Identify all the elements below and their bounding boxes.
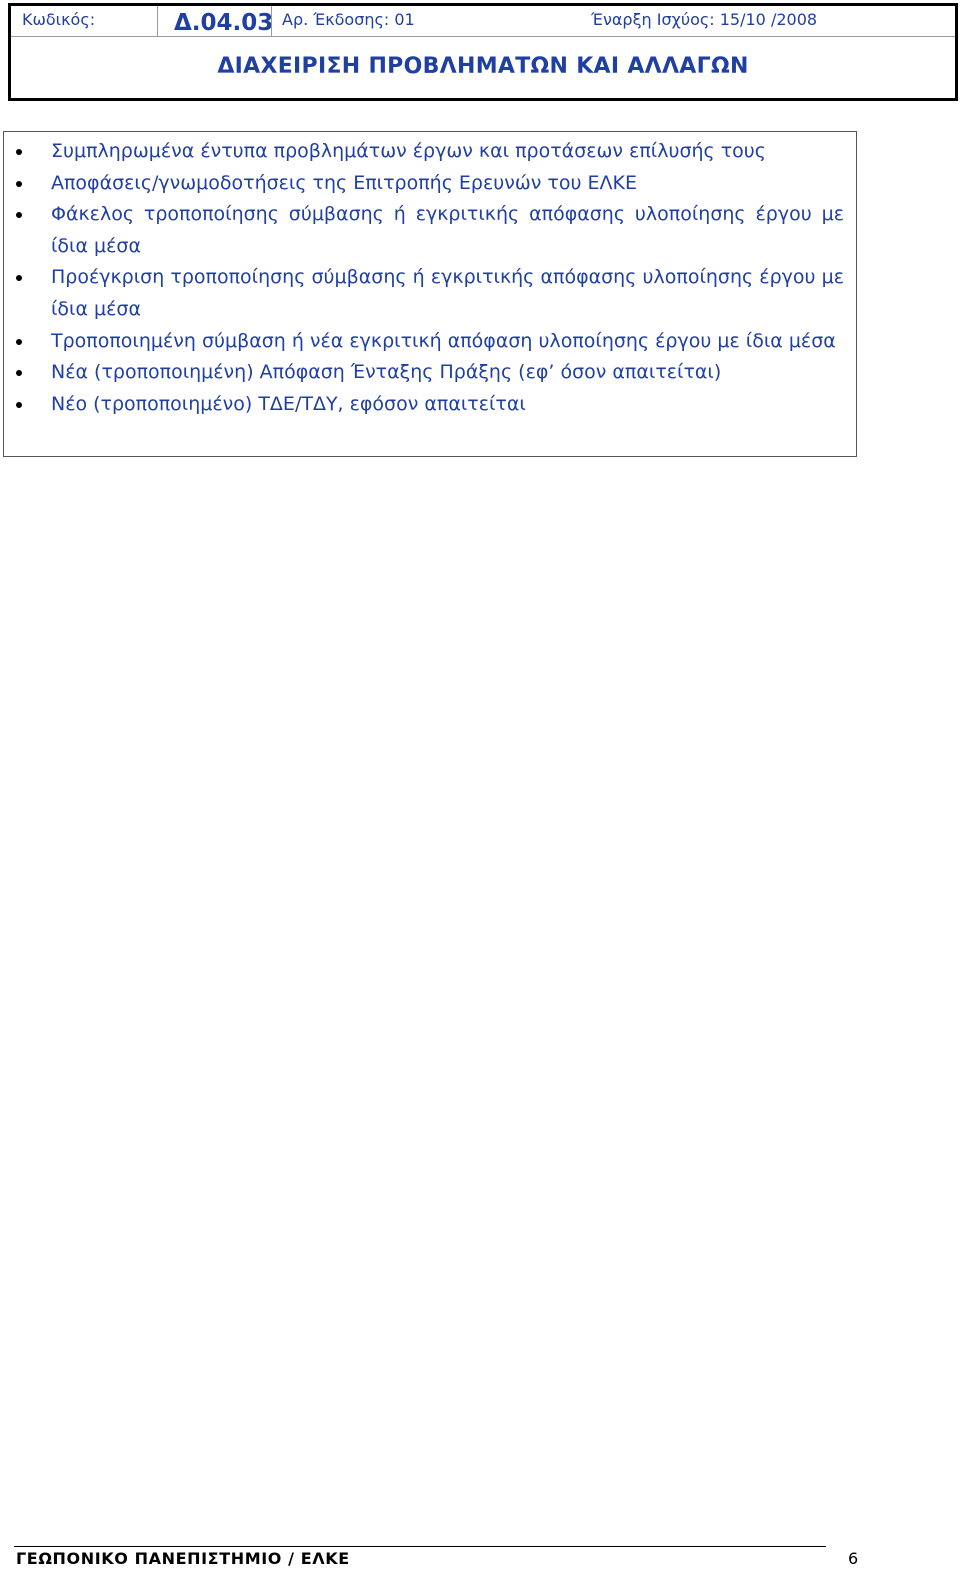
list-item: Τροποποιημένη σύμβαση ή νέα εγκριτική απόφαση υλοποίησης έργου με ίδια μέσα — [4, 326, 856, 358]
bullet-icon — [16, 275, 22, 281]
footer-organization: ΓΕΩΠΟΝΙΚΟ ΠΑΝΕΠΙΣΤΗΜΙΟ / ΕΛΚΕ — [16, 1549, 350, 1568]
list-item: Νέα (τροποποιημένη) Απόφαση Ένταξης Πράξης (εφ’ όσον απαιτείται) — [4, 357, 856, 389]
code-label: Κωδικός: — [22, 10, 96, 29]
code-value: Δ.04.03 — [157, 6, 265, 36]
issue-number: Αρ. Έκδοσης: 01 — [271, 6, 591, 36]
bullet-icon — [16, 149, 22, 155]
header-info-row — [11, 6, 955, 37]
effective-date: Έναρξη Ισχύος: 15/10 /2008 — [591, 10, 818, 29]
bullet-icon — [16, 370, 22, 376]
records-list — [4, 136, 856, 420]
bullet-icon — [16, 212, 22, 218]
page-number: 6 — [848, 1549, 859, 1568]
document-header — [8, 3, 958, 101]
list-item: Συμπληρωμένα έντυπα προβλημάτων έργων και προτάσεων επίλυσής τους — [4, 136, 856, 168]
bullet-icon — [16, 402, 22, 408]
footer-divider — [14, 1546, 826, 1547]
list-item: Νέο (τροποποιημένο) ΤΔΕ/ΤΔΥ, εφόσον απαιτείται — [4, 389, 856, 421]
list-item: Φάκελος τροποποίησης σύμβασης ή εγκριτικής απόφασης υλοποίησης έργου με ίδια μέσα — [4, 199, 856, 262]
list-item: Αποφάσεις/γνωμοδοτήσεις της Επιτροπής Ερευνών του ΕΛΚΕ — [4, 168, 856, 200]
list-item: Προέγκριση τροποποίησης σύμβασης ή εγκριτικής απόφασης υλοποίησης έργου με ίδια μέσα — [4, 262, 856, 325]
bullet-icon — [16, 181, 22, 187]
bullet-icon — [16, 339, 22, 345]
document-title: ΔΙΑΧΕΙΡΙΣΗ ΠΡΟΒΛΗΜΑΤΩΝ ΚΑΙ ΑΛΛΑΓΩΝ — [217, 54, 749, 79]
records-box — [3, 131, 857, 457]
